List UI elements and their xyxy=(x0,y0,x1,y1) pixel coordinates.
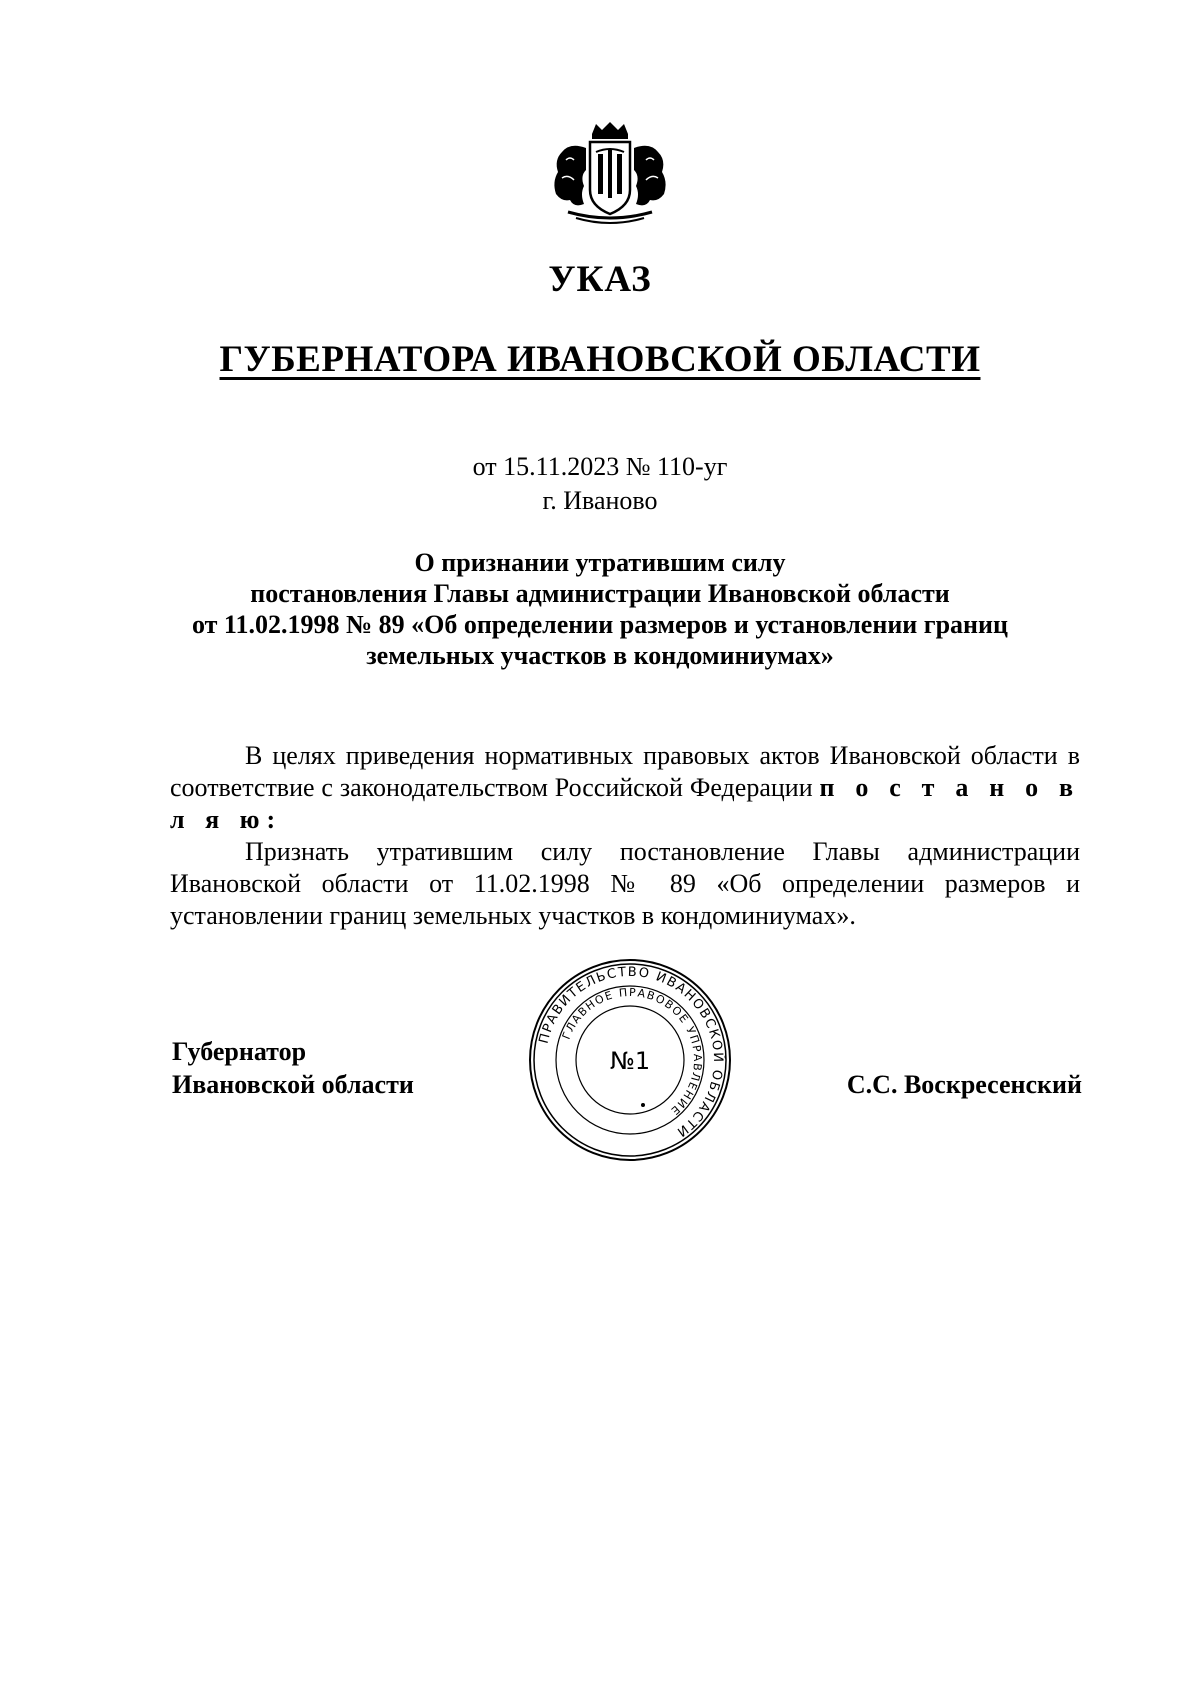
stamp-number: №1 xyxy=(609,1047,651,1075)
title-line: постановления Главы администрации Ивановской области xyxy=(250,579,950,608)
signatory-position-line1: Губернатор xyxy=(172,1037,307,1066)
date-number-line: от 15.11.2023 № 110-уг xyxy=(472,452,728,481)
title-line: земельных участков в кондоминиумах» xyxy=(366,641,834,670)
title-line: от 11.02.1998 № 89 «Об определении размеров и установлении границ xyxy=(191,610,1008,639)
city-line: г. Иваново xyxy=(542,486,658,515)
official-stamp xyxy=(525,955,735,1165)
stamp-outer-text: ПРАВИТЕЛЬСТВО ИВАНОВСКОЙ ОБЛАСТИ xyxy=(536,964,726,1140)
operative-paragraph: Признать утратившим силу постановление Главы администрации Ивановской области от 11.02.1998 № 89 «Об определении размеров и установлении границ земельных участков в кондоминиумах». xyxy=(170,837,1080,930)
document-title xyxy=(150,547,1050,671)
coat-of-arms-icon xyxy=(540,120,680,230)
title-line: О признании утратившим силу xyxy=(414,548,786,577)
preamble-paragraph xyxy=(170,740,1080,836)
signatory-position-line2: Ивановской области xyxy=(172,1070,414,1099)
document-type-heading: УКАЗ xyxy=(548,259,652,300)
decree-word: п о с т а н о в л я ю: xyxy=(170,773,1080,834)
preamble-text: В целях приведения нормативных правовых актов Ивановской области в соответствие с законодательством Российской Федерации xyxy=(170,741,1080,802)
signatory-name: С.С. Воскресенский xyxy=(846,1070,1082,1099)
signatory-position xyxy=(172,1035,414,1101)
issuer-heading: ГУБЕРНАТОРА ИВАНОВСКОЙ ОБЛАСТИ xyxy=(219,339,981,380)
document-body xyxy=(170,740,1080,932)
stamp-inner-text: ГЛАВНОЕ ПРАВОВОЕ УПРАВЛЕНИЕ xyxy=(559,985,705,1119)
